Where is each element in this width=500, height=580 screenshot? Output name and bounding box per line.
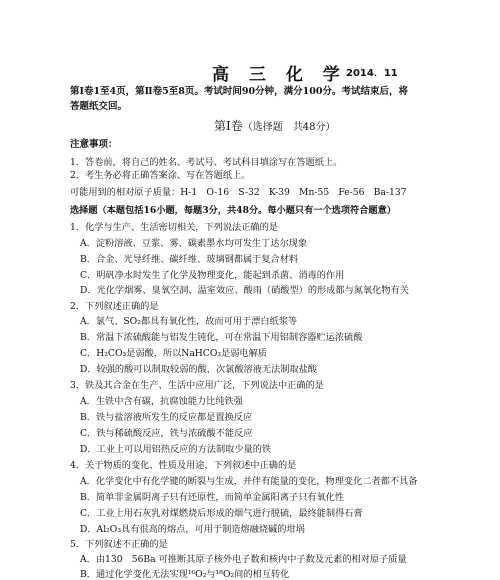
exam-intro [70,84,450,114]
intro-line: 第Ⅰ卷1至4页，第Ⅱ卷5至8页。考试时间90分钟，满分100分。考试结束后，将 [70,86,408,97]
intro-line: 答题纸交回。 [70,101,128,112]
title-row [0,60,500,84]
question-option: C．H₂CO₃是弱酸，所以NaHCO₃是弱电解质 [80,348,267,359]
note-item: 2．考生务必将正确答案涂、写在答题纸上。 [70,170,251,181]
question-option: D．工业上可以用铝热反应的方法制取少量的铁 [80,444,272,455]
question-stem: 2．下列叙述正确的是 [70,301,159,312]
atomic-masses: 可能用到的相对原子质量：H-1 O-16 S-32 K-39 Mn-55 Fe-56 Ba-137 [70,187,407,198]
section-subtitle: （选择题 共48分） [242,122,336,133]
question-option: A．化学变化中有化学键的断裂与生成，并伴有能量的变化，物理变化二者都不具备 [80,476,418,487]
question-stem: 4．关于物质的变化、性质及用途，下列叙述中正确的是 [70,460,297,471]
question-option: D．较强的酸可以制取较弱的酸，次氯酸溶液无法制取盐酸 [80,364,318,375]
question-stem: 5．下列叙述不正确的是 [70,539,168,550]
question-option: B．简单非金属阴离子只有还原性，而简单金属阳离子只有氧化性 [80,492,345,503]
question-option: B．常温下浓硫酸能与铝发生钝化，可在常温下用铝制容器贮运浓硫酸 [80,332,363,343]
question-option: C．明矾净水时发生了化学及物理变化，能起到杀菌、消毒的作用 [80,270,345,281]
question-option: A．淀粉溶液、豆浆、雾、碳素墨水均可发生丁达尔现象 [80,238,308,249]
question-option: C．铁与稀硫酸反应，铁与浓硫酸不能反应 [80,428,253,439]
question-option: C．工业上用石灰乳对煤燃烧后形成的烟气进行脱硫，最终能制得石膏 [80,508,363,519]
question-option: D．光化学烟雾、臭氧空洞、温室效应、酸雨（硝酸型）的形成都与氮氧化物有关 [80,285,409,296]
question-option: A．由130 56Ba 可推断其原子核外电子数和核内中子数及元素的相对原子质量 [80,554,407,565]
exam-date: 2014．11 [346,68,398,79]
exam-title: 高 三 化 学 [212,65,347,85]
question-option: A．生铁中含有碳，抗腐蚀能力比纯铁强 [80,396,243,407]
question-option: A．氯气、SO₂都具有氧化性，故而可用于漂白纸浆等 [80,316,298,327]
question-option: D．Al₂O₃具有很高的熔点，可用于制造熔融烧碱的坩埚 [80,524,305,535]
question-option: B．合金、光导纤维、碳纤维、玻璃钢都属于复合材料 [80,254,299,265]
choice-instructions: 选择题（本题包括16小题，每题3分，共48分。每小题只有一个选项符合题意） [70,205,396,216]
question-option: B．通过化学变化无法实现¹⁶O₂与¹⁸O₂间的相互转化 [80,569,290,580]
question-option: B．铁与盐溶液所发生的反应都是置换反应 [80,412,253,423]
note-item: 1．答卷前，将自己的姓名、考试号、考试科目填涂写在答题纸上。 [70,157,343,168]
question-stem: 1．化学与生产、生活密切相关，下列说法正确的是 [70,222,278,233]
question-stem: 3．铁及其合金在生产、生活中应用广泛，下列说法中正确的是 [70,380,324,391]
section-heading [214,117,335,134]
section-title: 第Ⅰ卷 [214,119,243,133]
notes-title: 注意事项： [70,139,118,150]
